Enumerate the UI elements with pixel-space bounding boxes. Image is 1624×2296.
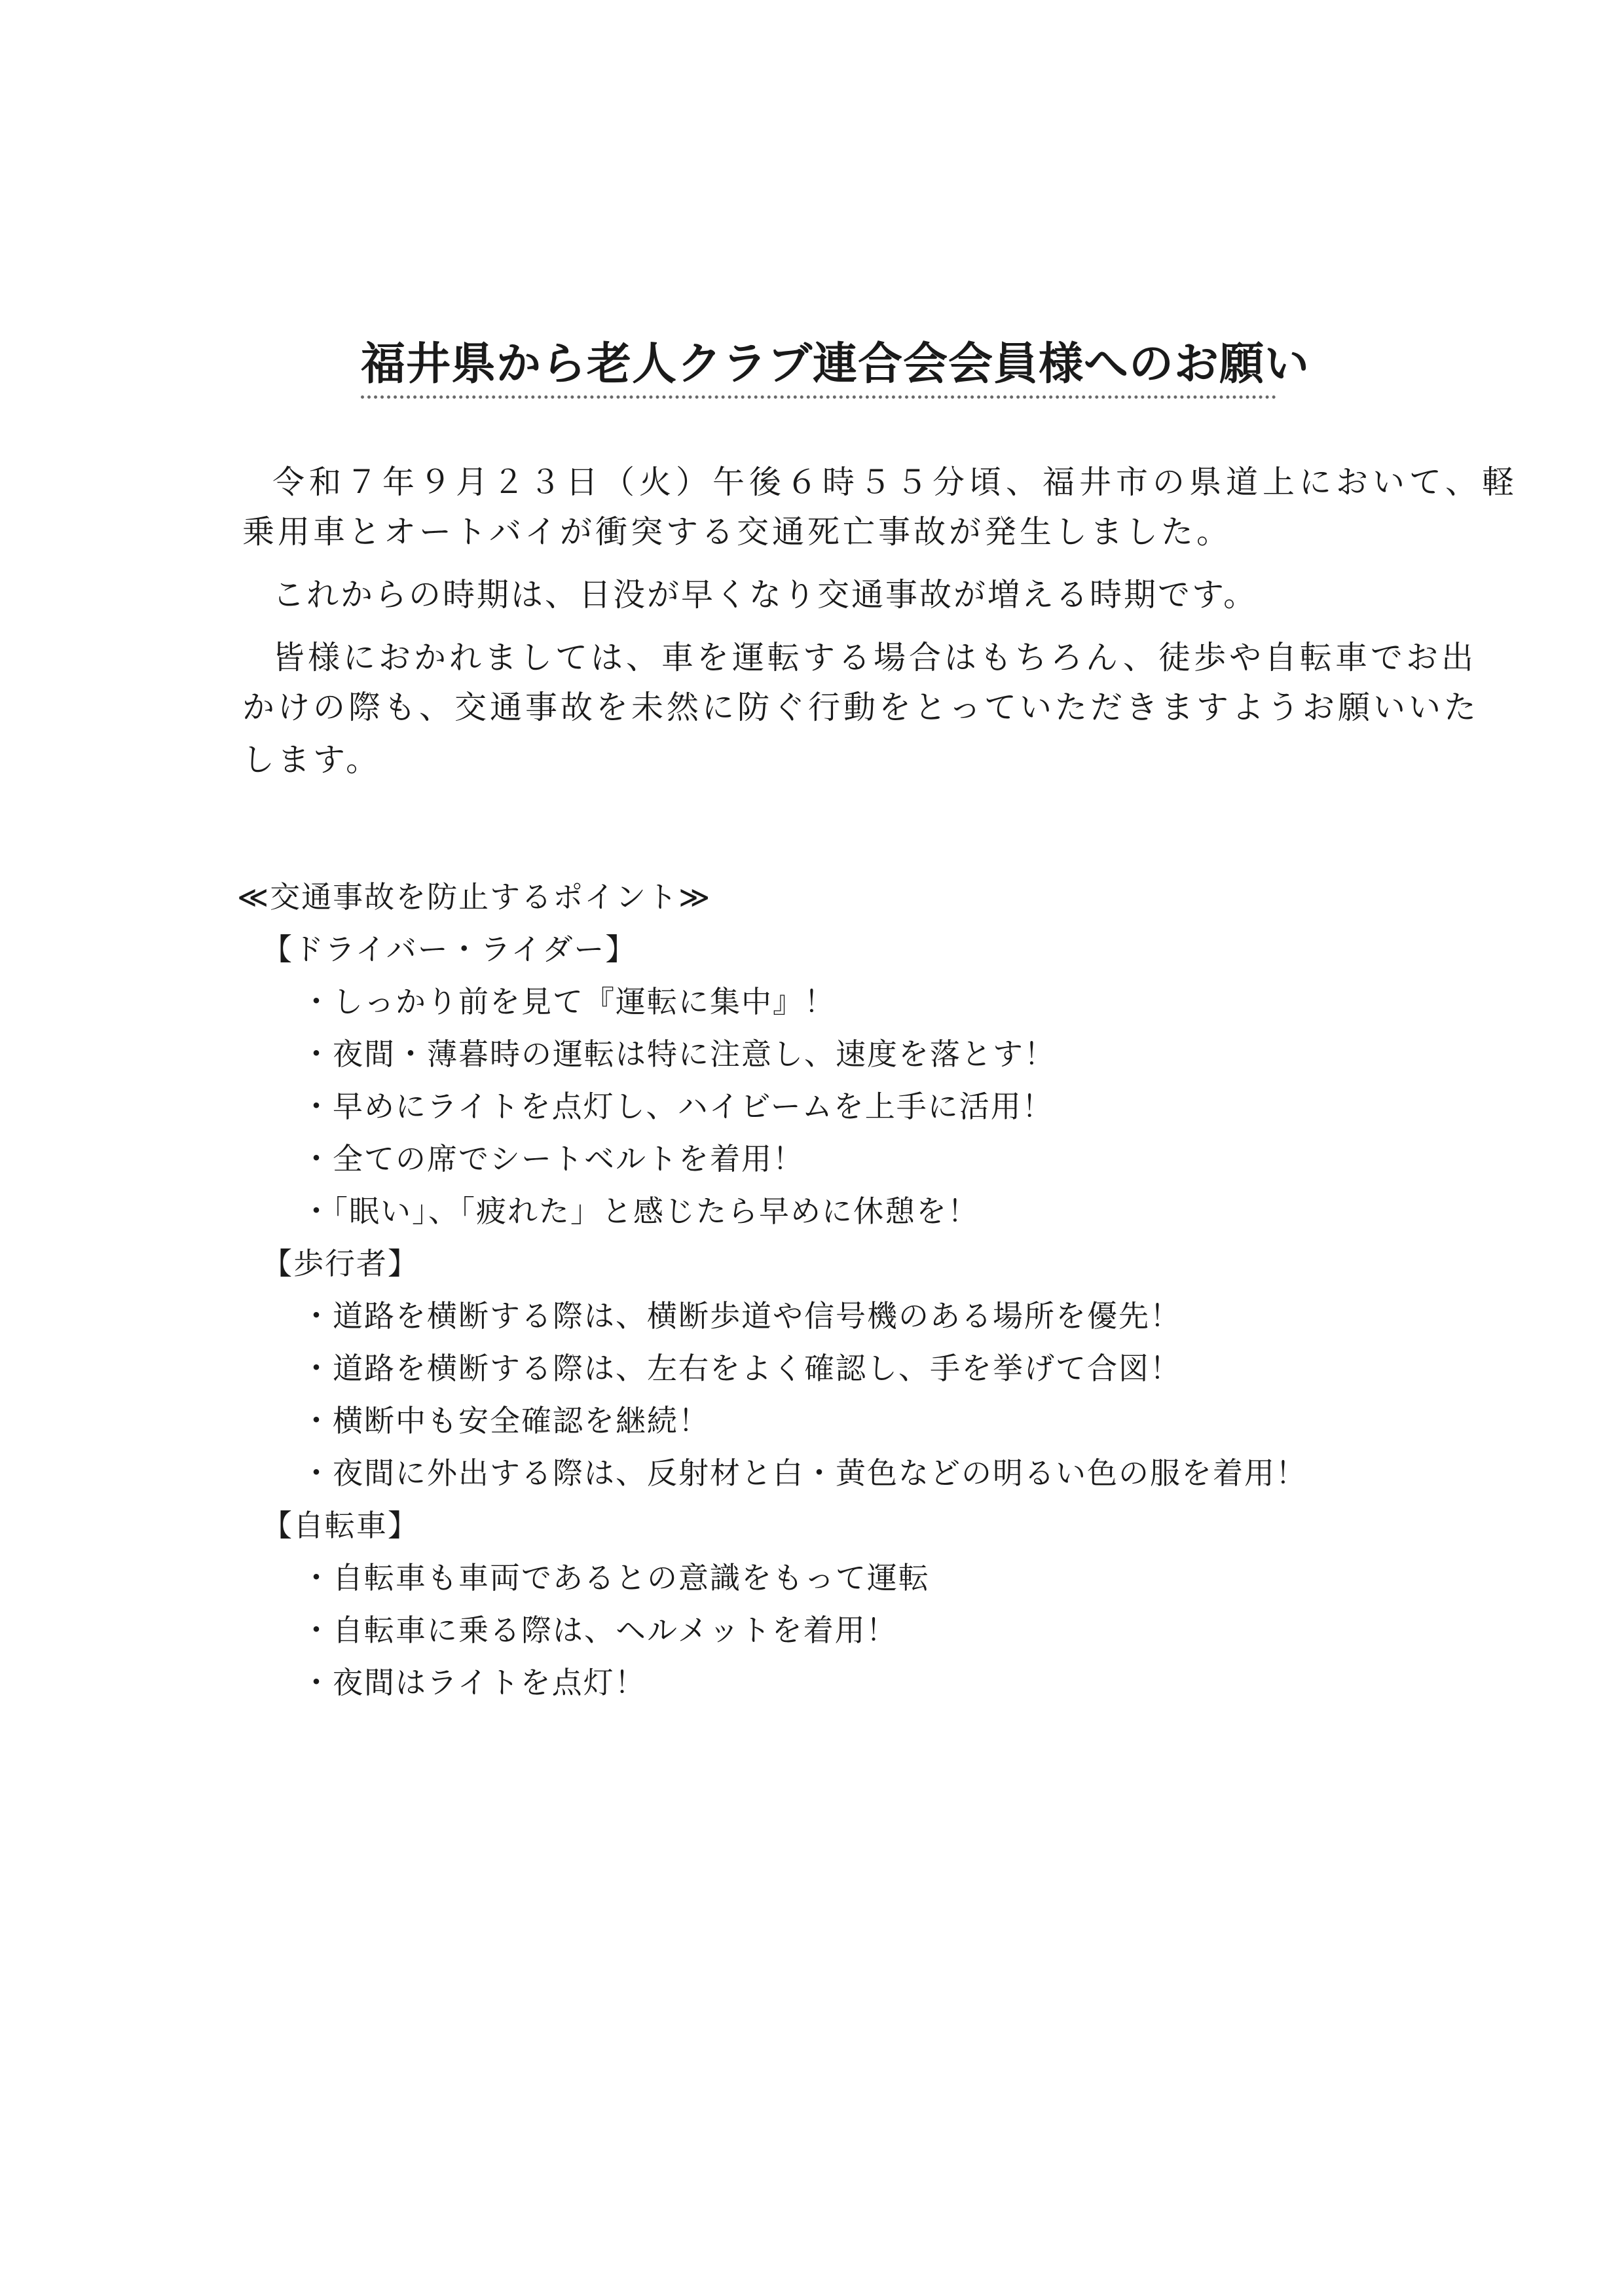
driver-heading: 【ドライバー・ライダー】 bbox=[262, 932, 637, 967]
paragraph-3-line-3: します。 bbox=[242, 741, 382, 778]
pedestrian-item: ・道路を横断する際は、横断歩道や信号機のある場所を優先！ bbox=[301, 1298, 1181, 1334]
driver-item: ・早めにライトを点灯し、ハイビームを上手に活用！ bbox=[301, 1089, 1054, 1124]
driver-item: ・全ての席でシートベルトを着用！ bbox=[301, 1141, 804, 1176]
paragraph-2: これからの時期は、日没が早くなり交通事故が増える時期です。 bbox=[272, 576, 1258, 613]
bicycle-item: ・夜間はライトを点灯！ bbox=[301, 1665, 646, 1700]
paragraph-1-line-1: 令和７年９月２３日（火）午後６時５５分頃、福井市の県道上において、軽 bbox=[272, 464, 1519, 501]
paragraph-3-line-1: 皆様におかれましては、車を運転する場合はもちろん、徒歩や自転車でお出 bbox=[272, 639, 1477, 676]
points-heading: ≪交通事故を防止するポイント≫ bbox=[237, 879, 712, 915]
bicycle-item: ・自転車に乗る際は、ヘルメットを着用！ bbox=[301, 1613, 898, 1648]
title-dotted-underline bbox=[361, 395, 1276, 399]
document-title: 福井県から老人クラブ連合会会員様へのお願い bbox=[361, 338, 1310, 390]
bicycle-item: ・自転車も車両であるとの意識をもって運転 bbox=[301, 1560, 930, 1595]
pedestrian-item: ・横断中も安全確認を継続！ bbox=[301, 1403, 710, 1438]
driver-item: ・しっかり前を見て『運転に集中』！ bbox=[301, 984, 836, 1019]
pedestrian-heading: 【歩行者】 bbox=[262, 1246, 419, 1281]
paragraph-1-line-2: 乗用車とオートバイが衝突する交通死亡事故が発生しました。 bbox=[242, 513, 1232, 551]
driver-item: ・「眠い」、「疲れた」と感じたら早めに休憩を！ bbox=[301, 1194, 979, 1229]
driver-item: ・夜間・薄暮時の運転は特に注意し、速度を落とす！ bbox=[301, 1036, 1056, 1072]
pedestrian-item: ・道路を横断する際は、左右をよく確認し、手を挙げて合図！ bbox=[301, 1351, 1181, 1386]
paragraph-3-line-2: かけの際も、交通事故を未然に防ぐ行動をとっていただきますようお願いいた bbox=[242, 689, 1480, 726]
bicycle-heading: 【自転車】 bbox=[262, 1508, 419, 1543]
pedestrian-item: ・夜間に外出する際は、反射材と白・黄色などの明るい色の服を着用！ bbox=[301, 1455, 1307, 1491]
